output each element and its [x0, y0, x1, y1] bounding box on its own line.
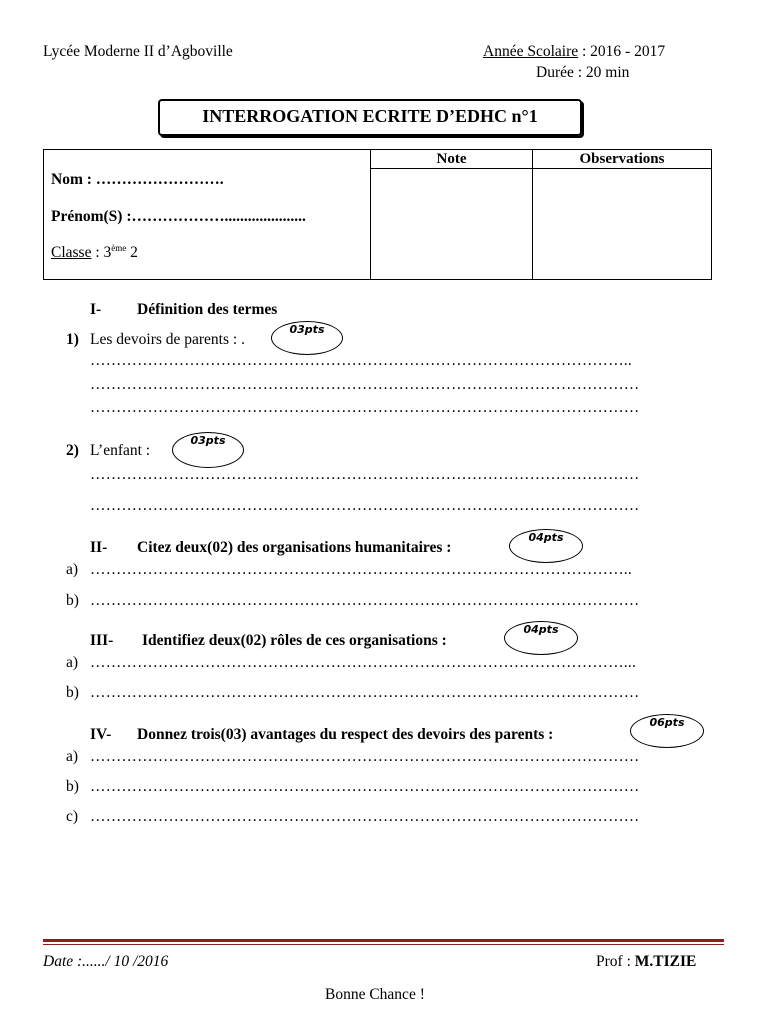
teacher-label: Prof : [596, 953, 635, 970]
section1-title: Définition des termes [137, 301, 278, 318]
section3-answer-a-line[interactable]: …………………………………………………………………………………………... [90, 654, 637, 671]
q1-text: Les devoirs de parents : . [90, 331, 245, 348]
section2-answer-b-line[interactable]: …………………………………………………………………………………………… [90, 592, 640, 609]
section2-points: 04pts [528, 531, 564, 544]
section4-answer-b-label: b) [66, 778, 79, 795]
classe-sep: : 3 [91, 244, 112, 262]
school-year [483, 43, 665, 61]
section4-answer-c-line[interactable]: …………………………………………………………………………………………… [90, 808, 640, 825]
note-cell[interactable] [371, 169, 533, 280]
school-year-label: Année Scolaire [483, 43, 579, 60]
q2-text: L’enfant : [90, 442, 151, 459]
q2-answer-line-2[interactable]: …………………………………………………………………………………………… [90, 497, 640, 514]
q1-points-oval [271, 321, 343, 355]
classe-sup: ème [111, 243, 127, 253]
section4-points: 06pts [649, 716, 685, 729]
date-field: Date :....../ 10 /2016 [43, 953, 169, 970]
q2-answer-line-1[interactable]: …………………………………………………………………………………………… [90, 466, 640, 483]
q2-points-oval [172, 432, 244, 468]
section2-title: Citez deux(02) des organisations humanitaires : [137, 539, 452, 556]
q1-answer-line-1[interactable]: ………………………………………………………………………………………….. [90, 352, 632, 369]
duration: Durée : 20 min [536, 64, 630, 81]
prenom-field[interactable]: Prénom(S) :………………..................... [51, 208, 306, 225]
section4-points-oval [630, 714, 704, 748]
section3-answer-a-label: a) [66, 654, 79, 671]
exam-title: INTERROGATION ECRITE D’EDHC n°1 [158, 99, 582, 136]
section3-title: Identifiez deux(02) rôles de ces organisations : [142, 632, 447, 649]
section4-answer-a-line[interactable]: …………………………………………………………………………………………… [90, 748, 640, 765]
classe-field [51, 243, 138, 262]
student-identity-cell [44, 150, 371, 280]
section2-points-oval [509, 529, 583, 563]
student-info-table [43, 149, 712, 280]
section4-title: Donnez trois(03) avantages du respect des devoirs des parents : [137, 726, 554, 743]
classe-num: 2 [126, 244, 138, 262]
section1-num: I- [90, 301, 102, 318]
section2-answer-a-label: a) [66, 561, 79, 578]
observations-cell[interactable] [533, 169, 712, 280]
nom-field[interactable]: Nom : ……………………. [51, 171, 224, 188]
observations-header: Observations [533, 150, 712, 169]
section4-answer-a-label: a) [66, 748, 79, 765]
section3-answer-b-label: b) [66, 684, 79, 701]
q2-num: 2) [66, 442, 79, 459]
section3-points-oval [504, 621, 578, 655]
note-header: Note [371, 150, 533, 169]
section3-points: 04pts [523, 623, 559, 636]
school-name: Lycée Moderne II d’Agboville [43, 43, 233, 60]
closing-message: Bonne Chance ! [325, 986, 425, 1003]
section2-answer-a-line[interactable]: ………………………………………………………………………………………….. [90, 561, 632, 578]
teacher [596, 953, 696, 971]
section3-answer-b-line[interactable]: …………………………………………………………………………………………… [90, 684, 640, 701]
footer-divider-thin [43, 944, 724, 945]
q1-num: 1) [66, 331, 79, 348]
teacher-name: M.TIZIE [634, 953, 697, 970]
q1-answer-line-2[interactable]: …………………………………………………………………………………………… [90, 376, 640, 393]
q1-answer-line-3[interactable]: …………………………………………………………………………………………… [90, 399, 640, 416]
section4-answer-c-label: c) [66, 808, 79, 825]
q2-points: 03pts [190, 434, 226, 447]
section2-num: II- [90, 539, 108, 556]
classe-label: Classe [51, 244, 92, 262]
section4-answer-b-line[interactable]: …………………………………………………………………………………………… [90, 778, 640, 795]
q1-points: 03pts [289, 323, 325, 336]
section4-num: IV- [90, 726, 112, 743]
section3-num: III- [90, 632, 114, 649]
school-year-value: : 2016 - 2017 [578, 43, 666, 60]
footer-divider-thick [43, 939, 724, 942]
section2-answer-b-label: b) [66, 592, 79, 609]
